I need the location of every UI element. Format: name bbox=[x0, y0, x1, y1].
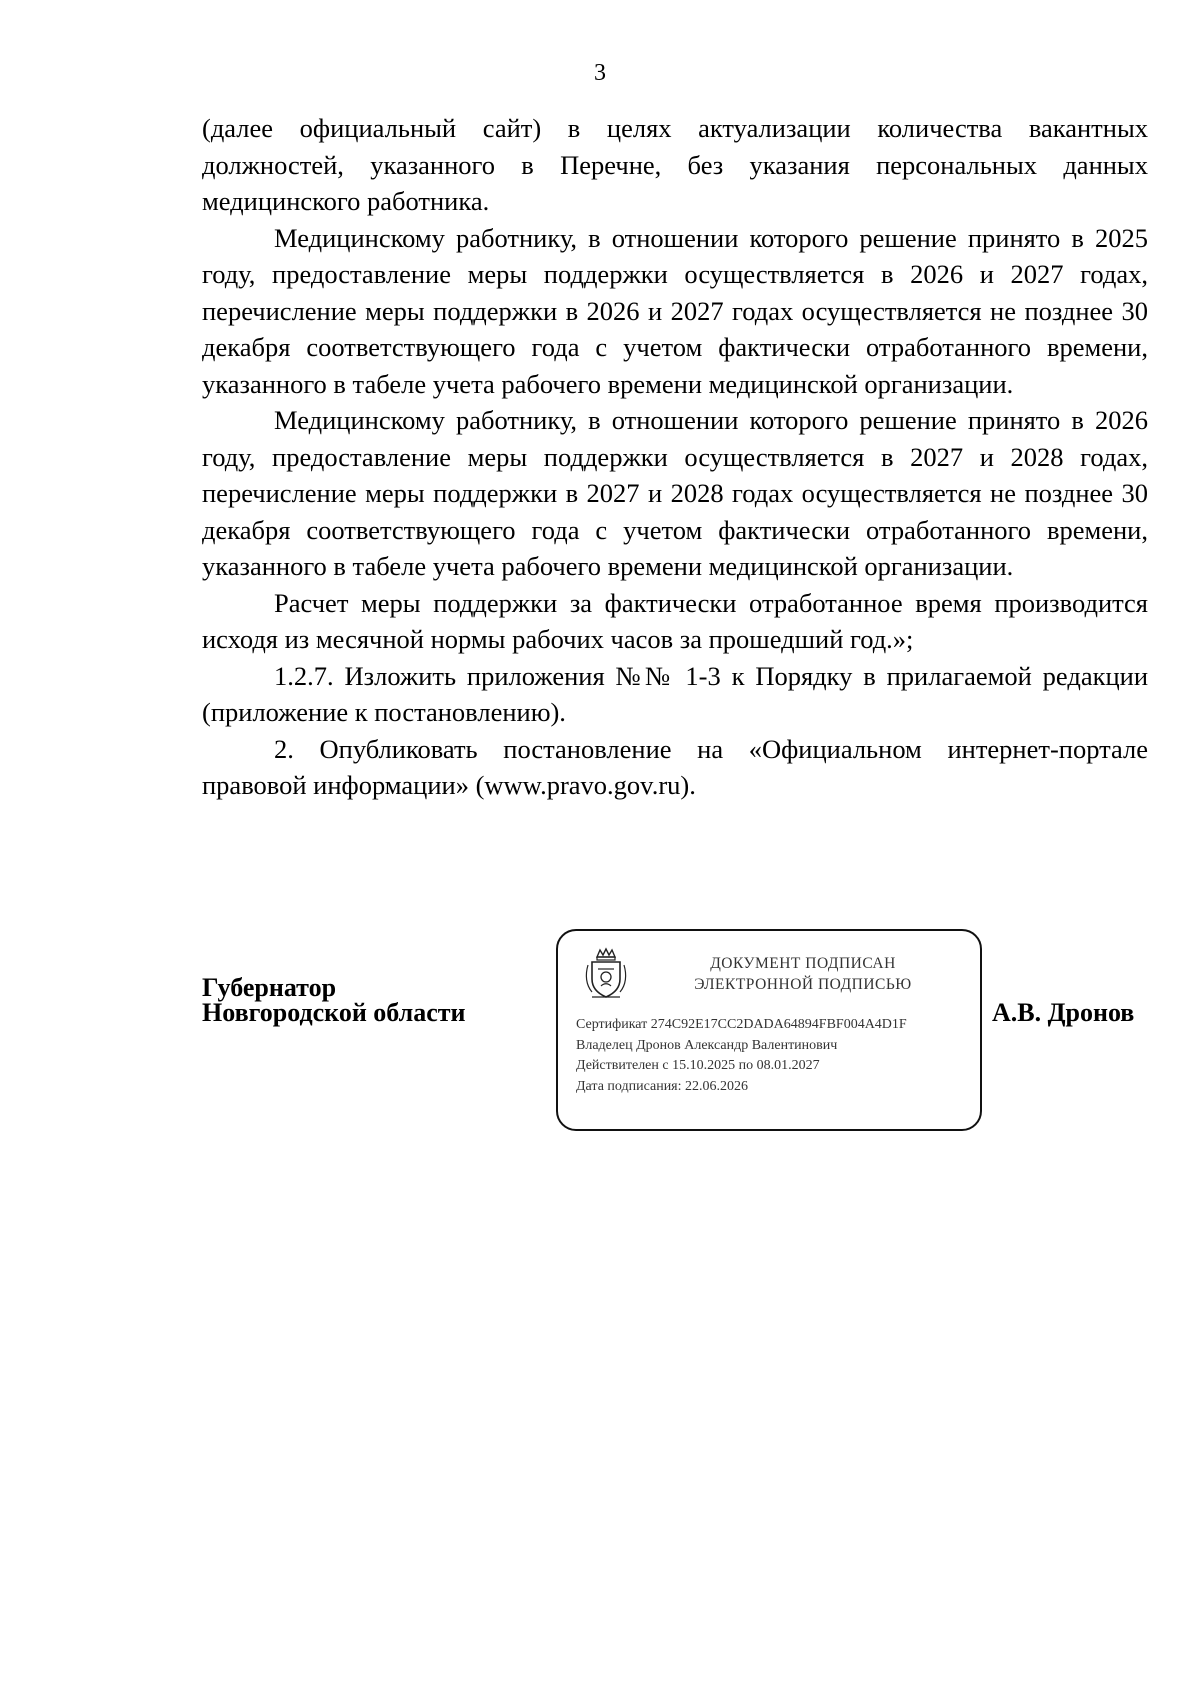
paragraph-6: 2. Опубликовать постановление на «Официальном интернет-портале правовой информации» (www.pravo.gov.ru). bbox=[202, 733, 1148, 800]
paragraph-1: (далее официальный сайт) в целях актуализации количества вакантных должностей, указанного в Перечне, без указания персональных данных медицинского работника. bbox=[202, 113, 1148, 216]
paragraph-5: 1.2.7. Изложить приложения №№ 1-3 к Порядку в прилагаемой редакции (приложение к постановлению). bbox=[202, 660, 1148, 727]
signer-title-line-1: Губернатор bbox=[202, 973, 337, 1002]
paragraph-3: Медицинскому работнику, в отношении которого решение принято в 2026 году, предоставление меры поддержки осуществляется в 2027 и 2028 годах, перечисление меры поддержки в 2027 и 2028 годах осуществляется не позднее 30 декабря соответствующего года с учетом фактически отработанного времени, указанного в табеле учета рабочего времени медицинской организации. bbox=[202, 405, 1148, 581]
stamp-certificate: Сертификат 274C92E17CC2DADA64894FBF004A4D1F bbox=[576, 1017, 907, 1032]
signer-title bbox=[202, 975, 466, 1025]
stamp-signing-date: Дата подписания: 22.06.2026 bbox=[576, 1078, 749, 1094]
signer-name: А.В. Дронов bbox=[992, 998, 1135, 1027]
regional-coat-of-arms-icon bbox=[582, 947, 630, 1001]
page-number: 3 bbox=[594, 60, 606, 86]
signer-title-line-2: Новгородской области bbox=[202, 998, 466, 1027]
stamp-heading-line-1: ДОКУМЕНТ ПОДПИСАН bbox=[710, 955, 896, 972]
paragraph-4: Расчет меры поддержки за фактически отработанное время производится исходя из месячной нормы рабочих часов за прошедший год.»; bbox=[202, 587, 1148, 654]
stamp-validity: Действителен с 15.10.2025 по 08.01.2027 bbox=[576, 1058, 820, 1073]
electronic-signature-stamp bbox=[556, 929, 982, 1131]
paragraph-2: Медицинскому работнику, в отношении которого решение принято в 2025 году, предоставление меры поддержки осуществляется в 2026 и 2027 годах, перечисление меры поддержки в 2026 и 2027 годах осуществляется не позднее 30 декабря соответствующего года с учетом фактически отработанного времени, указанного в табеле учета рабочего времени медицинской организации. bbox=[202, 222, 1148, 399]
stamp-heading bbox=[648, 953, 958, 995]
stamp-owner: Владелец Дронов Александр Валентинович bbox=[576, 1037, 838, 1053]
document-body bbox=[202, 110, 1148, 804]
stamp-details bbox=[576, 1015, 976, 1097]
stamp-heading-line-2: ЭЛЕКТРОННОЙ ПОДПИСЬЮ bbox=[694, 976, 912, 993]
